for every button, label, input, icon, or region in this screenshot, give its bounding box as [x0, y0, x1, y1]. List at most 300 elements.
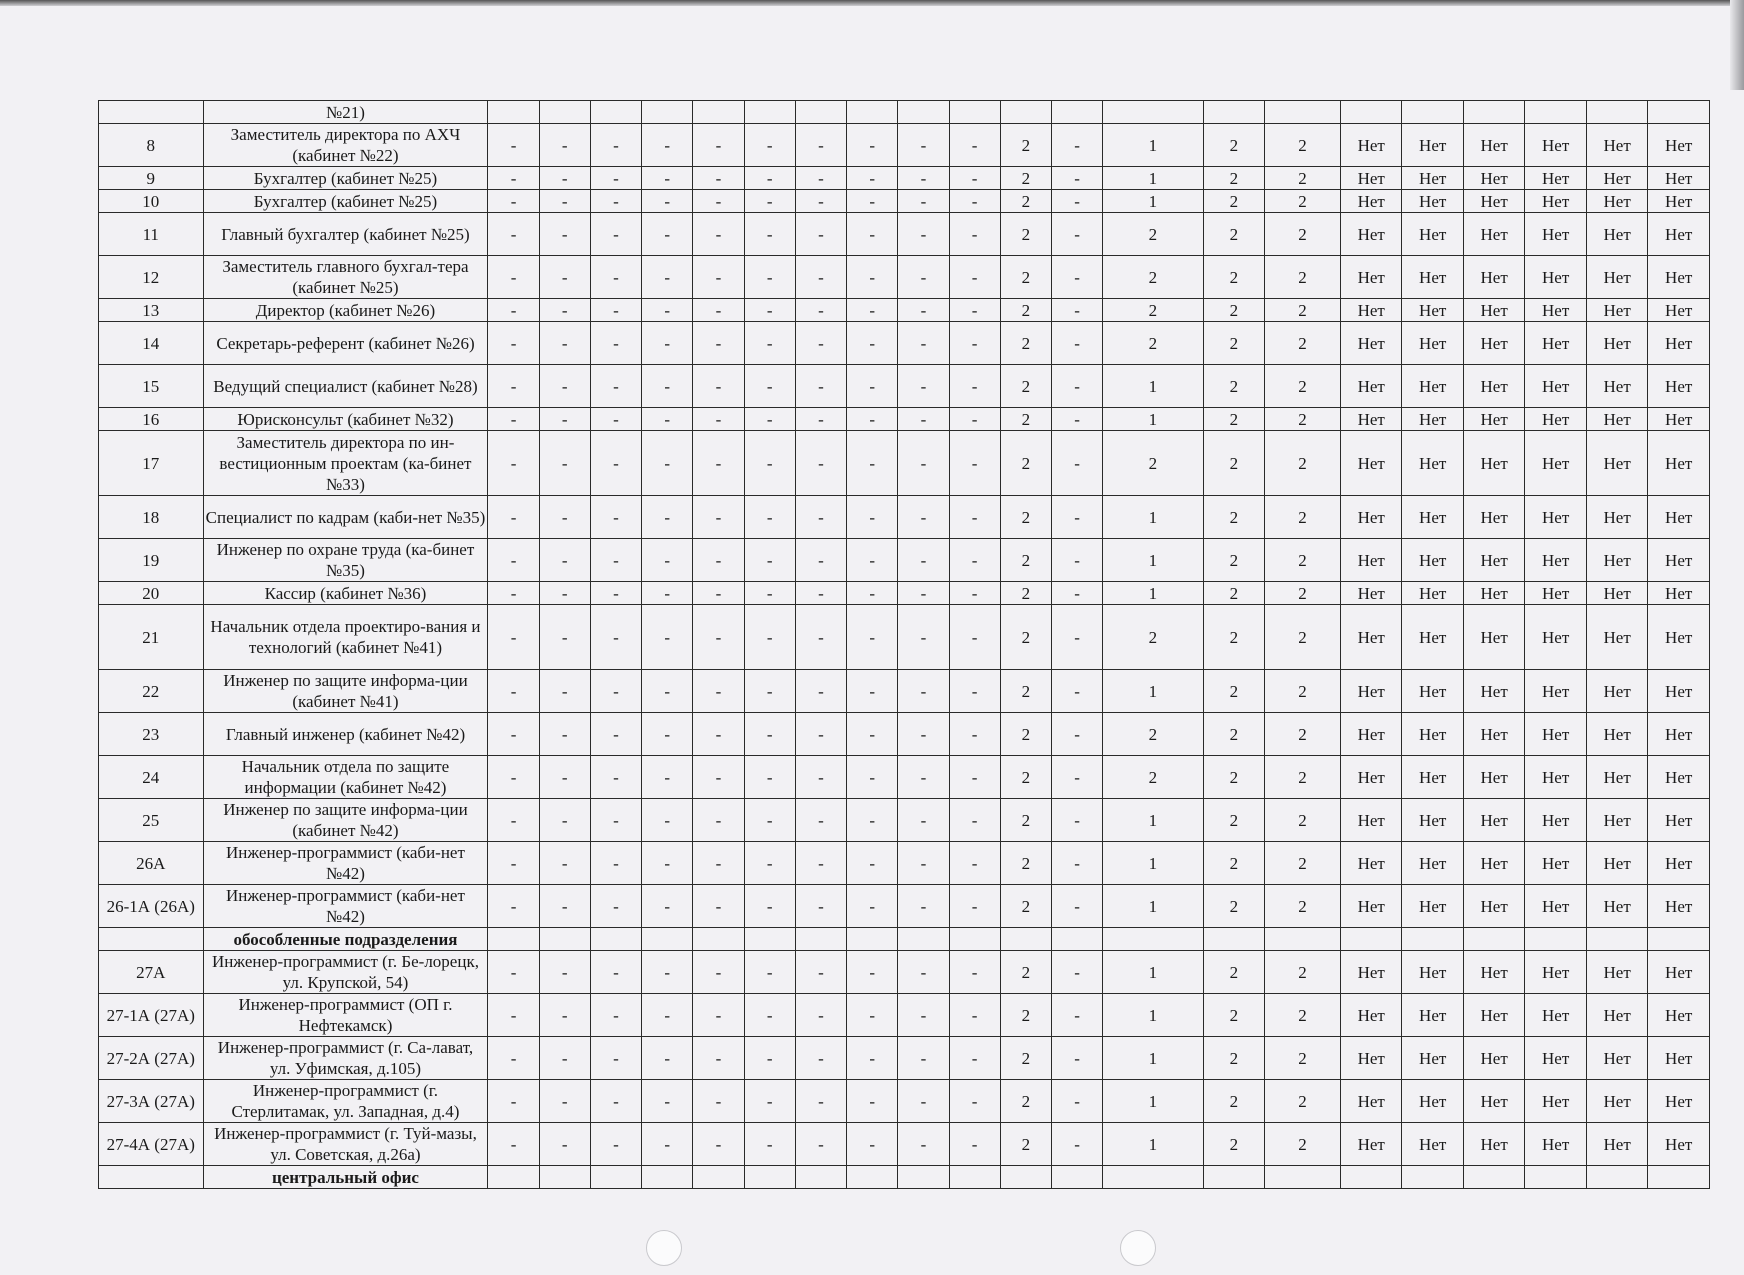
dash-cell: -	[590, 1037, 641, 1080]
class-cell: 2	[1000, 713, 1051, 756]
no-cell: Нет	[1402, 539, 1463, 582]
dash-cell: -	[744, 605, 795, 670]
dash-cell: -	[1051, 167, 1102, 190]
no-cell: Нет	[1525, 605, 1586, 670]
dash-cell: -	[693, 431, 744, 496]
row-number: 15	[99, 365, 204, 408]
no-cell: Нет	[1648, 124, 1710, 167]
punch-hole	[1120, 1230, 1156, 1266]
class-cell: 2	[1000, 408, 1051, 431]
no-cell: Нет	[1340, 124, 1401, 167]
dash-cell: -	[795, 799, 846, 842]
dash-cell: -	[539, 799, 590, 842]
row-number: 20	[99, 582, 204, 605]
num-cell	[99, 928, 204, 951]
dash-cell: -	[847, 582, 898, 605]
no-cell: Нет	[1402, 1080, 1463, 1123]
dash-cell: -	[693, 951, 744, 994]
no-cell: Нет	[1463, 124, 1524, 167]
class-cell: 2	[1000, 299, 1051, 322]
dash-cell: -	[693, 299, 744, 322]
dash-cell: -	[847, 1123, 898, 1166]
dash-cell: -	[949, 994, 1000, 1037]
no-cell: Нет	[1340, 322, 1401, 365]
dash-cell: -	[642, 713, 693, 756]
dash-cell: -	[539, 670, 590, 713]
value-cell: 2	[1203, 994, 1264, 1037]
dash-cell: -	[1051, 431, 1102, 496]
dash-cell: -	[642, 408, 693, 431]
dash-cell: -	[590, 605, 641, 670]
position-name: Кассир (кабинет №36)	[203, 582, 488, 605]
no-cell: Нет	[1340, 842, 1401, 885]
no-cell: Нет	[1648, 842, 1710, 885]
value-cell: 1	[1103, 842, 1203, 885]
dash-cell: -	[949, 408, 1000, 431]
dash-cell: -	[847, 167, 898, 190]
dash-cell: -	[949, 124, 1000, 167]
dash-cell: -	[744, 885, 795, 928]
no-cell: Нет	[1648, 431, 1710, 496]
section-row	[99, 1166, 1710, 1189]
no-cell: Нет	[1648, 496, 1710, 539]
value-cell: 2	[1203, 190, 1264, 213]
dash-cell: -	[539, 885, 590, 928]
no-cell: Нет	[1340, 190, 1401, 213]
no-cell: Нет	[1586, 322, 1647, 365]
dash-cell: -	[1051, 408, 1102, 431]
value-cell: 1	[1103, 190, 1203, 213]
dash-cell: -	[642, 1037, 693, 1080]
value-cell: 2	[1203, 582, 1264, 605]
no-cell: Нет	[1463, 605, 1524, 670]
dash-cell: -	[744, 842, 795, 885]
value-cell: 2	[1265, 256, 1341, 299]
no-cell: Нет	[1586, 496, 1647, 539]
class-cell: 2	[1000, 167, 1051, 190]
dash-cell: -	[590, 1080, 641, 1123]
no-cell: Нет	[1340, 1037, 1401, 1080]
value-cell: 2	[1265, 1080, 1341, 1123]
position-name: Инженер-программист (г. Бе-лорецк, ул. Крупской, 54)	[203, 951, 488, 994]
dash-cell: -	[488, 213, 539, 256]
dash-cell: -	[590, 431, 641, 496]
no-cell: Нет	[1463, 670, 1524, 713]
table-row	[99, 1080, 1710, 1123]
dash-cell: -	[488, 713, 539, 756]
no-cell: Нет	[1525, 256, 1586, 299]
table-row	[99, 213, 1710, 256]
value-cell: 1	[1103, 496, 1203, 539]
no-cell: Нет	[1648, 885, 1710, 928]
no-cell: Нет	[1648, 213, 1710, 256]
dash-cell: -	[590, 365, 641, 408]
dash-cell: -	[898, 994, 949, 1037]
dash-cell: -	[642, 213, 693, 256]
value-cell: 2	[1265, 756, 1341, 799]
dash-cell: -	[539, 994, 590, 1037]
no-cell: Нет	[1525, 408, 1586, 431]
dash-cell: -	[539, 582, 590, 605]
dash-cell: -	[488, 605, 539, 670]
no-cell: Нет	[1525, 713, 1586, 756]
no-cell: Нет	[1586, 1080, 1647, 1123]
dash-cell: -	[795, 431, 846, 496]
dash-cell: -	[898, 496, 949, 539]
no-cell: Нет	[1648, 670, 1710, 713]
dash-cell: -	[642, 167, 693, 190]
no-cell: Нет	[1463, 213, 1524, 256]
dash-cell: -	[488, 582, 539, 605]
dash-cell: -	[539, 1080, 590, 1123]
dash-cell: -	[539, 496, 590, 539]
dash-cell: -	[590, 190, 641, 213]
dash-cell: -	[949, 299, 1000, 322]
no-cell: Нет	[1340, 213, 1401, 256]
value-cell: 2	[1203, 167, 1264, 190]
dash-cell: -	[744, 322, 795, 365]
value-cell: 2	[1203, 496, 1264, 539]
value-cell: 2	[1265, 605, 1341, 670]
dash-cell: -	[488, 299, 539, 322]
table-row	[99, 1037, 1710, 1080]
dash-cell: -	[744, 299, 795, 322]
row-number: 27-3А (27А)	[99, 1080, 204, 1123]
no-cell: Нет	[1586, 408, 1647, 431]
dash-cell: -	[488, 1037, 539, 1080]
dash-cell: -	[642, 496, 693, 539]
no-cell: Нет	[1648, 756, 1710, 799]
dash-cell: -	[539, 605, 590, 670]
dash-cell: -	[488, 1080, 539, 1123]
punch-hole	[646, 1230, 682, 1266]
value-cell: 1	[1103, 799, 1203, 842]
class-cell: 2	[1000, 799, 1051, 842]
no-cell: Нет	[1525, 582, 1586, 605]
value-cell: 1	[1103, 1037, 1203, 1080]
dash-cell: -	[539, 213, 590, 256]
dash-cell: -	[795, 605, 846, 670]
no-cell: Нет	[1402, 431, 1463, 496]
no-cell: Нет	[1586, 167, 1647, 190]
no-cell: Нет	[1340, 431, 1401, 496]
dash-cell: -	[488, 994, 539, 1037]
dash-cell: -	[949, 605, 1000, 670]
dash-cell: -	[642, 1123, 693, 1166]
dash-cell: -	[949, 190, 1000, 213]
section-label: обособленные подразделения	[203, 928, 488, 951]
dash-cell: -	[488, 496, 539, 539]
no-cell: Нет	[1586, 299, 1647, 322]
no-cell: Нет	[1525, 1080, 1586, 1123]
no-cell: Нет	[1340, 756, 1401, 799]
dash-cell: -	[744, 799, 795, 842]
no-cell: Нет	[1648, 1123, 1710, 1166]
value-cell: 1	[1103, 124, 1203, 167]
dash-cell: -	[898, 1080, 949, 1123]
no-cell: Нет	[1648, 167, 1710, 190]
position-name: Секретарь-референт (кабинет №26)	[203, 322, 488, 365]
dash-cell: -	[1051, 190, 1102, 213]
no-cell: Нет	[1586, 605, 1647, 670]
dash-cell: -	[898, 213, 949, 256]
dash-cell: -	[847, 365, 898, 408]
dash-cell: -	[488, 322, 539, 365]
dash-cell: -	[488, 190, 539, 213]
table-row	[99, 256, 1710, 299]
no-cell: Нет	[1586, 799, 1647, 842]
dash-cell: -	[539, 756, 590, 799]
no-cell: Нет	[1648, 951, 1710, 994]
dash-cell: -	[744, 1037, 795, 1080]
dash-cell: -	[847, 842, 898, 885]
dash-cell: -	[488, 756, 539, 799]
dash-cell: -	[590, 713, 641, 756]
no-cell: Нет	[1648, 322, 1710, 365]
dash-cell: -	[693, 799, 744, 842]
no-cell: Нет	[1463, 885, 1524, 928]
dash-cell: -	[488, 885, 539, 928]
dash-cell: -	[539, 124, 590, 167]
dash-cell: -	[488, 799, 539, 842]
no-cell: Нет	[1340, 1123, 1401, 1166]
value-cell: 2	[1265, 842, 1341, 885]
no-cell: Нет	[1586, 431, 1647, 496]
no-cell: Нет	[1586, 1123, 1647, 1166]
scan-edge-right	[1730, 0, 1744, 90]
class-cell: 2	[1000, 190, 1051, 213]
no-cell: Нет	[1402, 713, 1463, 756]
dash-cell: -	[744, 539, 795, 582]
no-cell: Нет	[1463, 408, 1524, 431]
class-cell: 2	[1000, 365, 1051, 408]
value-cell: 2	[1203, 299, 1264, 322]
no-cell: Нет	[1402, 1123, 1463, 1166]
continuation-row	[99, 101, 1710, 124]
dash-cell: -	[795, 213, 846, 256]
dash-cell: -	[949, 885, 1000, 928]
dash-cell: -	[744, 190, 795, 213]
dash-cell: -	[693, 582, 744, 605]
dash-cell: -	[795, 365, 846, 408]
dash-cell: -	[949, 842, 1000, 885]
no-cell: Нет	[1340, 799, 1401, 842]
value-cell: 2	[1265, 322, 1341, 365]
dash-cell: -	[847, 713, 898, 756]
dash-cell: -	[590, 885, 641, 928]
no-cell: Нет	[1586, 124, 1647, 167]
no-cell: Нет	[1340, 167, 1401, 190]
dash-cell: -	[949, 582, 1000, 605]
no-cell: Нет	[1586, 994, 1647, 1037]
no-cell: Нет	[1586, 1037, 1647, 1080]
value-cell: 2	[1203, 365, 1264, 408]
row-number: 14	[99, 322, 204, 365]
dash-cell: -	[898, 365, 949, 408]
dash-cell: -	[1051, 582, 1102, 605]
no-cell: Нет	[1402, 322, 1463, 365]
table-row	[99, 299, 1710, 322]
dash-cell: -	[898, 1037, 949, 1080]
no-cell: Нет	[1463, 582, 1524, 605]
dash-cell: -	[590, 167, 641, 190]
dash-cell: -	[693, 1037, 744, 1080]
no-cell: Нет	[1340, 256, 1401, 299]
no-cell: Нет	[1402, 605, 1463, 670]
row-number: 26-1А (26А)	[99, 885, 204, 928]
value-cell: 2	[1265, 582, 1341, 605]
no-cell: Нет	[1648, 799, 1710, 842]
dash-cell: -	[1051, 799, 1102, 842]
row-number: 12	[99, 256, 204, 299]
no-cell: Нет	[1463, 951, 1524, 994]
no-cell: Нет	[1340, 365, 1401, 408]
dash-cell: -	[898, 1123, 949, 1166]
dash-cell: -	[539, 713, 590, 756]
position-name: Инженер-программист (г. Туй-мазы, ул. Советская, д.26а)	[203, 1123, 488, 1166]
no-cell: Нет	[1648, 713, 1710, 756]
row-number: 9	[99, 167, 204, 190]
dash-cell: -	[898, 299, 949, 322]
no-cell: Нет	[1340, 994, 1401, 1037]
value-cell: 2	[1203, 539, 1264, 582]
value-cell: 2	[1203, 842, 1264, 885]
value-cell: 2	[1203, 124, 1264, 167]
dash-cell: -	[744, 994, 795, 1037]
dash-cell: -	[949, 539, 1000, 582]
value-cell: 2	[1203, 670, 1264, 713]
dash-cell: -	[795, 496, 846, 539]
no-cell: Нет	[1463, 365, 1524, 408]
value-cell: 2	[1203, 756, 1264, 799]
dash-cell: -	[847, 408, 898, 431]
dash-cell: -	[1051, 496, 1102, 539]
no-cell: Нет	[1340, 713, 1401, 756]
dash-cell: -	[590, 951, 641, 994]
dash-cell: -	[898, 322, 949, 365]
no-cell: Нет	[1402, 582, 1463, 605]
dash-cell: -	[590, 213, 641, 256]
dash-cell: -	[590, 299, 641, 322]
table-row	[99, 496, 1710, 539]
no-cell: Нет	[1402, 670, 1463, 713]
no-cell: Нет	[1525, 431, 1586, 496]
value-cell: 1	[1103, 408, 1203, 431]
value-cell: 1	[1103, 1080, 1203, 1123]
dash-cell: -	[795, 951, 846, 994]
dash-cell: -	[1051, 539, 1102, 582]
class-cell: 2	[1000, 951, 1051, 994]
no-cell: Нет	[1402, 124, 1463, 167]
no-cell: Нет	[1340, 1080, 1401, 1123]
value-cell: 2	[1203, 885, 1264, 928]
dash-cell: -	[795, 539, 846, 582]
dash-cell: -	[590, 756, 641, 799]
no-cell: Нет	[1463, 842, 1524, 885]
dash-cell: -	[949, 365, 1000, 408]
value-cell: 2	[1203, 799, 1264, 842]
dash-cell: -	[693, 842, 744, 885]
dash-cell: -	[488, 124, 539, 167]
position-name: Инженер-программист (г. Са-лават, ул. Уфимская, д.105)	[203, 1037, 488, 1080]
no-cell: Нет	[1525, 299, 1586, 322]
table-row	[99, 799, 1710, 842]
no-cell: Нет	[1463, 322, 1524, 365]
value-cell: 2	[1103, 213, 1203, 256]
dash-cell: -	[847, 670, 898, 713]
value-cell: 2	[1103, 605, 1203, 670]
position-name: Инженер-программист (каби-нет №42)	[203, 885, 488, 928]
dash-cell: -	[642, 756, 693, 799]
value-cell: 2	[1203, 322, 1264, 365]
value-cell: 2	[1265, 539, 1341, 582]
dash-cell: -	[488, 256, 539, 299]
dash-cell: -	[949, 431, 1000, 496]
value-cell: 2	[1203, 431, 1264, 496]
value-cell: 2	[1265, 190, 1341, 213]
dash-cell: -	[898, 582, 949, 605]
num-cell	[99, 101, 204, 124]
no-cell: Нет	[1402, 365, 1463, 408]
dash-cell: -	[847, 190, 898, 213]
no-cell: Нет	[1586, 713, 1647, 756]
dash-cell: -	[642, 431, 693, 496]
no-cell: Нет	[1648, 408, 1710, 431]
dash-cell: -	[949, 322, 1000, 365]
value-cell: 2	[1265, 951, 1341, 994]
no-cell: Нет	[1525, 167, 1586, 190]
no-cell: Нет	[1525, 124, 1586, 167]
no-cell: Нет	[1648, 256, 1710, 299]
dash-cell: -	[642, 299, 693, 322]
value-cell: 2	[1103, 322, 1203, 365]
value-cell: 1	[1103, 670, 1203, 713]
class-cell: 2	[1000, 582, 1051, 605]
value-cell: 2	[1265, 124, 1341, 167]
dash-cell: -	[642, 605, 693, 670]
dash-cell: -	[898, 756, 949, 799]
dash-cell: -	[693, 213, 744, 256]
dash-cell: -	[693, 1123, 744, 1166]
dash-cell: -	[693, 605, 744, 670]
dash-cell: -	[898, 539, 949, 582]
no-cell: Нет	[1340, 299, 1401, 322]
dash-cell: -	[1051, 951, 1102, 994]
dash-cell: -	[590, 994, 641, 1037]
value-cell: 1	[1103, 951, 1203, 994]
dash-cell: -	[847, 799, 898, 842]
no-cell: Нет	[1525, 539, 1586, 582]
dash-cell: -	[539, 408, 590, 431]
dash-cell: -	[1051, 124, 1102, 167]
dash-cell: -	[744, 431, 795, 496]
value-cell: 2	[1265, 1037, 1341, 1080]
dash-cell: -	[642, 951, 693, 994]
no-cell: Нет	[1340, 885, 1401, 928]
no-cell: Нет	[1340, 539, 1401, 582]
dash-cell: -	[488, 365, 539, 408]
no-cell: Нет	[1586, 670, 1647, 713]
dash-cell: -	[847, 539, 898, 582]
dash-cell: -	[795, 582, 846, 605]
dash-cell: -	[744, 213, 795, 256]
table-row	[99, 885, 1710, 928]
dash-cell: -	[693, 322, 744, 365]
dash-cell: -	[847, 431, 898, 496]
section-label: центральный офис	[203, 1166, 488, 1189]
class-cell: 2	[1000, 994, 1051, 1037]
no-cell: Нет	[1525, 799, 1586, 842]
